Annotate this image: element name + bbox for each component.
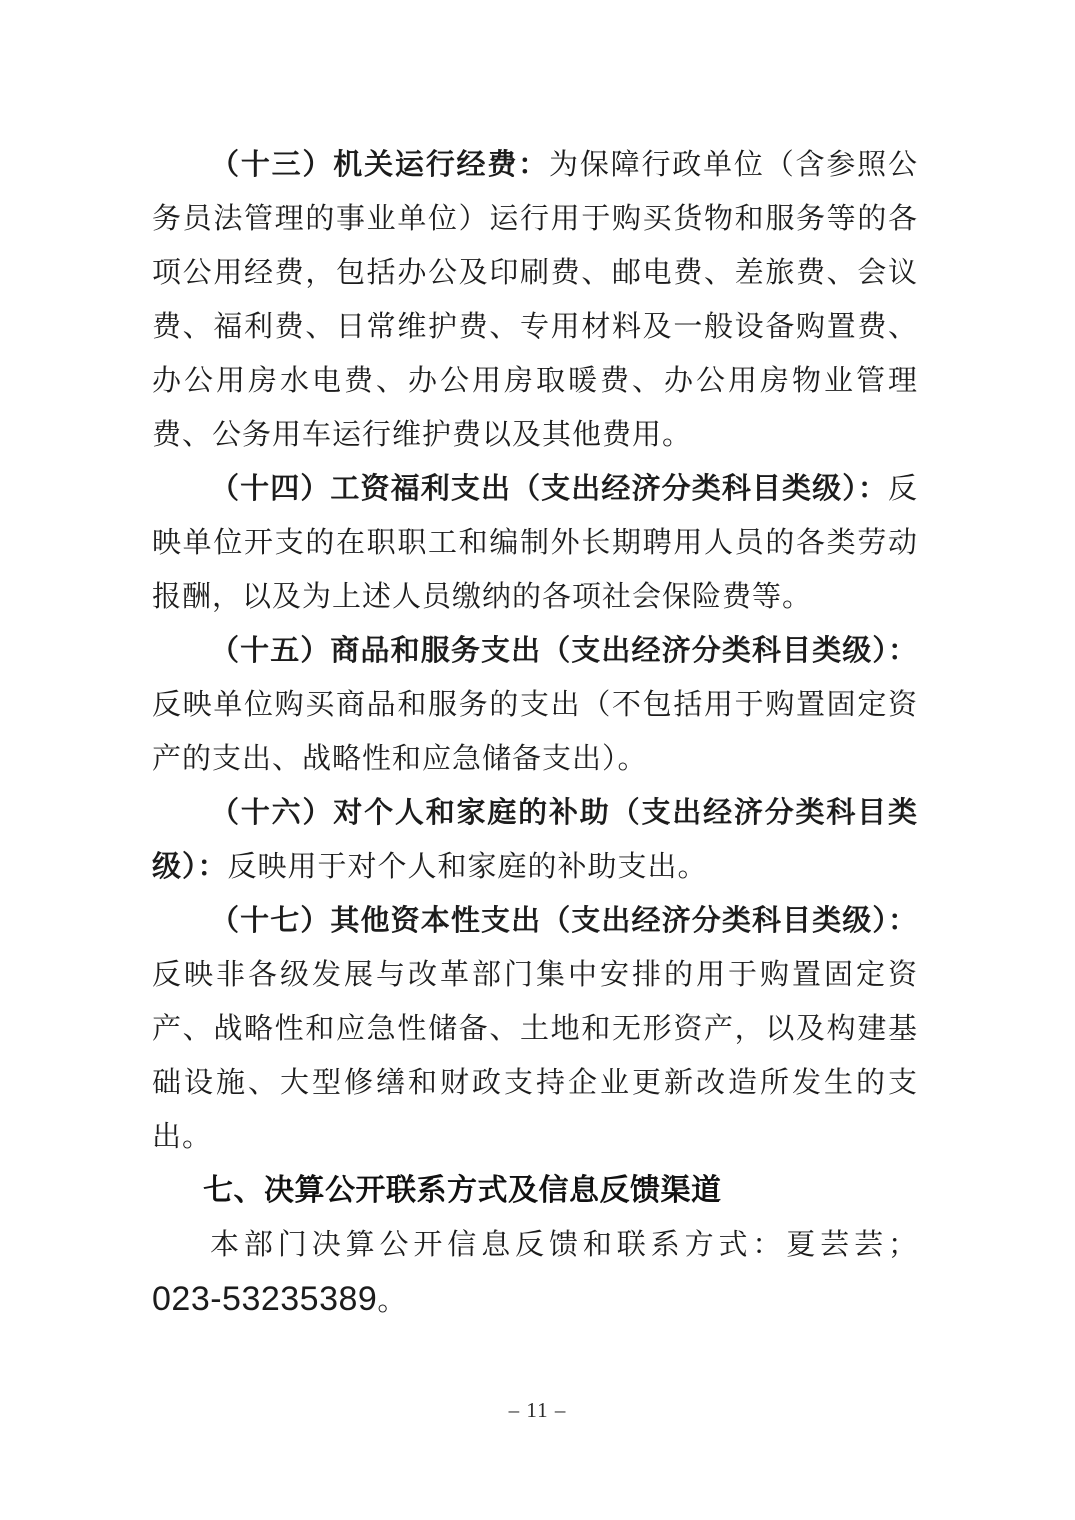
paragraph-body: 反映单位购买商品和服务的支出（不包括用于购置固定资产的支出、战略性和应急储备支出）。 xyxy=(152,689,918,775)
paragraph-body: 反映单位开支的在职职工和编制外长期聘用人员的各类劳动报酬，以及为上述人员缴纳的各项社会保险费等。 xyxy=(152,473,918,613)
paragraph-item-16 xyxy=(152,786,918,894)
paragraph-item-15 xyxy=(152,624,918,786)
section-heading: 七、决算公开联系方式及信息反馈渠道 xyxy=(203,1174,722,1207)
page-number: – 11 – xyxy=(508,1398,567,1422)
document-body xyxy=(152,138,918,1328)
paragraph-item-13 xyxy=(152,138,918,462)
phone-number: 023-53235389 xyxy=(152,1280,378,1318)
paragraph-body: 为保障行政单位（含参照公务员法管理的事业单位）运行用于购买货物和服务等的各项公用经费，包括办公及印刷费、邮电费、差旅费、会议费、福利费、日常维护费、专用材料及一般设备购置费、办公用房水电费、办公用房取暖费、办公用房物业管理费、公务用车运行维护费以及其他费用。 xyxy=(152,149,918,451)
paragraph-lead: （十六）对个人和家庭的补助（支出经济分类科目类级）： xyxy=(152,797,918,883)
contact-paragraph xyxy=(152,1218,918,1328)
phone-suffix: 。 xyxy=(377,1285,408,1317)
paragraph-body: 反映非各级发展与改革部门集中安排的用于购置固定资产、战略性和应急性储备、土地和无形资产，以及构建基础设施、大型修缮和财政支持企业更新改造所发生的支出。 xyxy=(152,959,918,1153)
paragraph-item-17 xyxy=(152,894,918,1164)
paragraph-lead: （十七）其他资本性支出（支出经济分类科目类级）： xyxy=(210,905,918,937)
contact-line: 本部门决算公开信息反馈和联系方式：夏芸芸； xyxy=(210,1229,918,1261)
paragraph-lead: （十五）商品和服务支出（支出经济分类科目类级）： xyxy=(210,635,918,667)
paragraph-lead: （十四）工资福利支出（支出经济分类科目类级）： xyxy=(210,473,888,505)
paragraph-item-14 xyxy=(152,462,918,624)
paragraph-body: 反映用于对个人和家庭的补助支出。 xyxy=(227,851,708,883)
paragraph-lead: （十三）机关运行经费： xyxy=(210,149,549,181)
